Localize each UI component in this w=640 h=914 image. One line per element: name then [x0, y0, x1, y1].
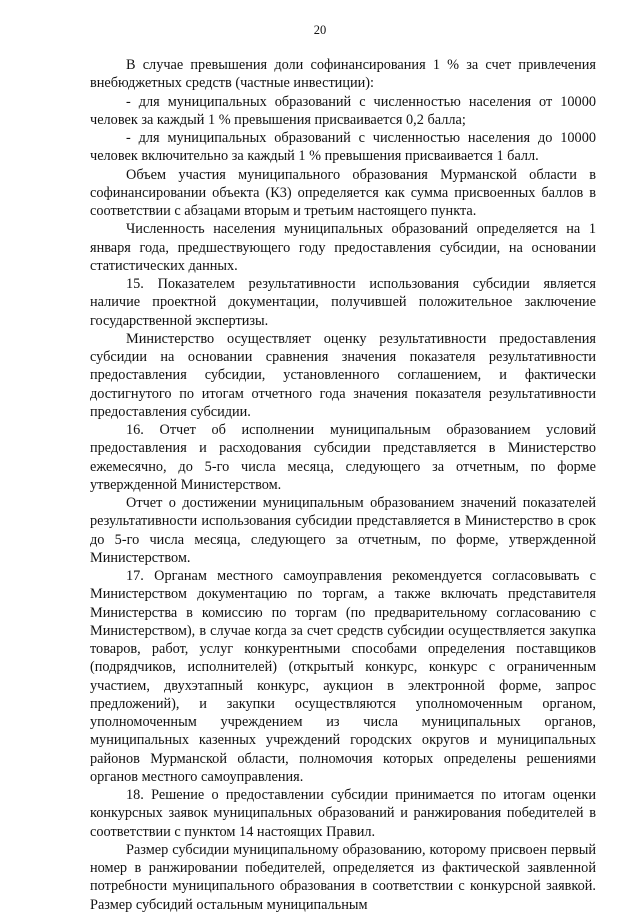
clause-16: 16. Отчет об исполнении муниципальным образованием условий предоставления и расходования субсидии представляется в Министерство ежемесячно, до 5-го числа месяца, следующего за отчетным, по форме утвержденной Министерством.	[90, 422, 596, 493]
paragraph: Объем участия муниципального образования Мурманской области в софинансировании объекта (К3) определяется как сумма присвоенных баллов в соответствии с абзацами вторым и третьим настоящего пункта.	[90, 166, 596, 219]
clause-15: 15. Показателем результативности использования субсидии является наличие проектной документации, получившей положительное заключение государственной экспертизы.	[90, 276, 596, 329]
list-item: - для муниципальных образований с численностью населения до 10000 человек включительно за каждый 1 % превышения присваивается 1 балл.	[90, 130, 596, 165]
paragraph: Численность населения муниципальных образований определяется на 1 января года, предшествующего году предоставления субсидии, на основании статистических данных.	[90, 221, 596, 274]
list-item: - для муниципальных образований с численностью населения от 10000 человек за каждый 1 % превышения присваивается 0,2 балла;	[90, 93, 596, 128]
clause-18: 18. Решение о предоставлении субсидии принимается по итогам оценки конкурсных заявок муниципальных образований и ранжирования победителей в соответствии с пунктом 14 настоящих Правил.	[90, 787, 596, 840]
paragraph: В случае превышения доли софинансирования 1 % за счет привлечения внебюджетных средств (частные инвестиции):	[90, 57, 596, 92]
document-body	[90, 56, 596, 914]
paragraph: Отчет о достижении муниципальным образованием значений показателей результативности использования субсидии представляется в Министерство в срок до 5-го числа месяца, следующего за отчетным, по форме, утвержденной Министерством.	[90, 495, 596, 566]
paragraph: Министерство осуществляет оценку результативности предоставления субсидии на основании сравнения значения показателя результативности предоставления субсидии, установленного соглашением, и фактически достигнутого по итогам отчетного года значения показателя результативности предоставления субсидии.	[90, 330, 596, 420]
page-number: 20	[313, 23, 327, 37]
clause-17: 17. Органам местного самоуправления рекомендуется согласовывать с Министерством документацию по торгам, а также включать представителя Министерства в комиссию по торгам (по предварительному согласованию с Министерством), в случае когда за счет средств субсидии осуществляется закупка товаров, работ, услуг конкурентными способами определения поставщиков (подрядчиков, исполнителей) (открытый конкурс, конкурс с ограниченным участием, двухэтапный конкурс, аукцион в электронной форме, запрос предложений), и закупки осуществляются уполномоченным органом, уполномоченным учреждением из числа муниципальных органов, муниципальных казенных учреждений городских округов и муниципальных районов Мурманской области, полномочия которых определены решениями органов местного самоуправления.	[90, 568, 596, 785]
paragraph: Размер субсидии муниципальному образованию, которому присвоен первый номер в ранжировании победителей, определяется из фактической заявленной потребности муниципального образования в соответствии с конкурсной заявкой. Размер субсидий остальным муниципальным	[90, 841, 596, 913]
